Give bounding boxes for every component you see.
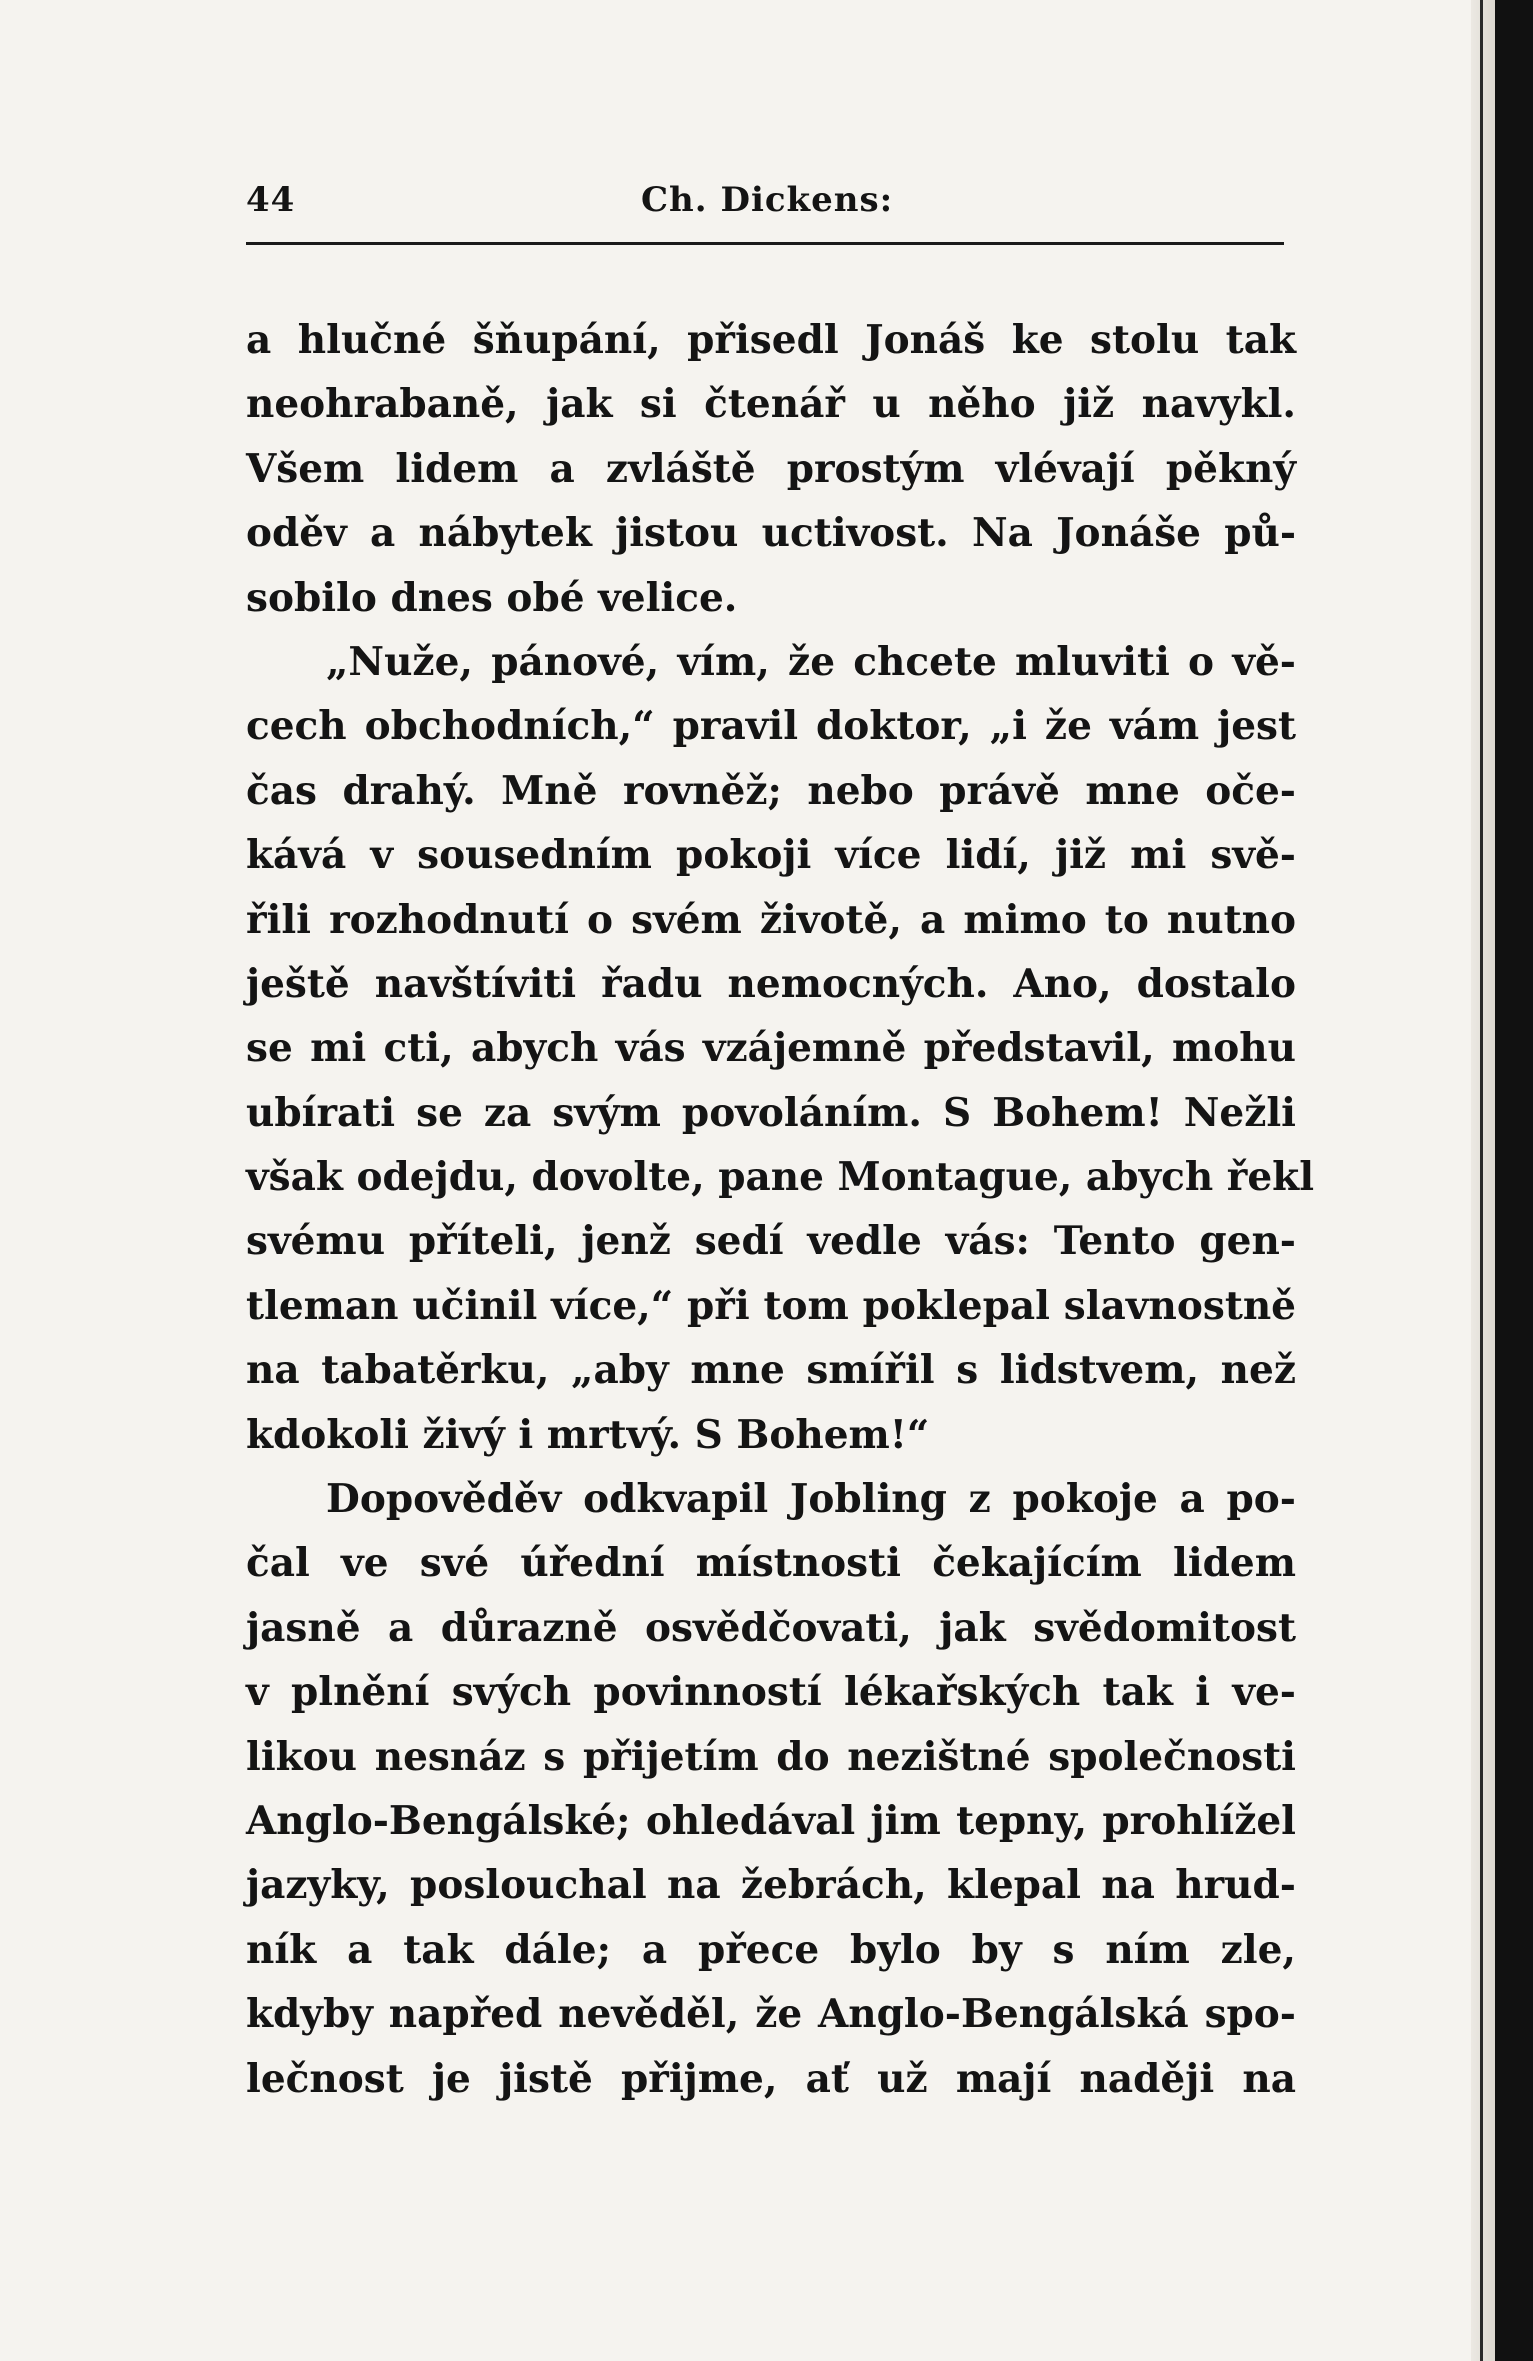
text-line: likou nesnáz s přijetím do nezištné společnosti — [246, 1733, 1296, 1780]
header-rule — [246, 242, 1284, 245]
text-line: kdyby napřed nevěděl, že Anglo-Bengálská spo- — [246, 1991, 1296, 2038]
page-header — [246, 180, 1300, 230]
text-line: Dopověděv odkvapil Jobling z pokoje a po- — [326, 1476, 1296, 1523]
text-line: jasně a důrazně osvědčovati, jak svědomitost — [246, 1604, 1296, 1651]
text-line: „Nuže, pánové, vím, že chcete mluviti o vě- — [326, 638, 1296, 685]
text-line: ník a tak dále; a přece bylo by s ním zle, — [246, 1926, 1296, 1973]
text-line: kdokoli živý i mrtvý. S Bohem!“ — [246, 1411, 930, 1458]
body-text — [246, 308, 1315, 2111]
text-line: a hlučné šňupání, přisedl Jonáš ke stolu tak — [246, 317, 1296, 363]
text-line: ubírati se za svým povoláním. S Bohem! Nežli — [246, 1089, 1296, 1136]
text-line: sobilo dnes obé velice. — [246, 574, 738, 621]
text-line: se mi cti, abych vás vzájemně představil, mohu — [246, 1025, 1296, 1072]
text-line: neohrabaně, jak si čtenář u něho již navykl. — [246, 381, 1296, 428]
text-line: oděv a nábytek jistou uctivost. Na Jonáše pů- — [246, 510, 1296, 557]
text-line: tleman učinil více,“ při tom poklepal slavnostně — [246, 1282, 1296, 1329]
page-edge-shadow — [1471, 0, 1495, 2361]
page-number: 44 — [246, 180, 296, 220]
text-line: v plnění svých povinností lékařských tak i ve- — [246, 1669, 1296, 1716]
text-line: lečnost je jistě přijme, ať už mají naději na — [246, 2055, 1296, 2102]
text-line: řili rozhodnutí o svém životě, a mimo to nutno — [246, 896, 1296, 943]
text-line: svému příteli, jenž sedí vedle vás: Tento gen- — [246, 1218, 1296, 1265]
text-line: však odejdu, dovolte, pane Montague, abych řekl — [246, 1154, 1315, 1201]
scan-border — [1495, 0, 1533, 2361]
text-line: čas drahý. Mně rovněž; nebo právě mne oče- — [246, 767, 1296, 814]
text-line: cech obchodních,“ pravil doktor, „i že vám jest — [246, 703, 1296, 750]
text-line: na tabatěrku, „aby mne smířil s lidstvem, než — [246, 1347, 1296, 1394]
text-line: Anglo-Bengálské; ohledával jim tepny, prohlížel — [246, 1797, 1296, 1844]
text-line: čal ve své úřední místnosti čekajícím lidem — [246, 1540, 1296, 1587]
text-line: kává v sousedním pokoji více lidí, již mi svě- — [246, 832, 1296, 879]
scan-edge-line — [1480, 0, 1483, 2361]
text-line: jazyky, poslouchal na žebrách, klepal na hrud- — [246, 1862, 1296, 1909]
text-line: ještě navštíviti řadu nemocných. Ano, dostalo — [246, 960, 1296, 1007]
running-title: Ch. Dickens: — [641, 180, 894, 220]
text-line: Všem lidem a zvláště prostým vlévají pěkný — [246, 445, 1296, 492]
